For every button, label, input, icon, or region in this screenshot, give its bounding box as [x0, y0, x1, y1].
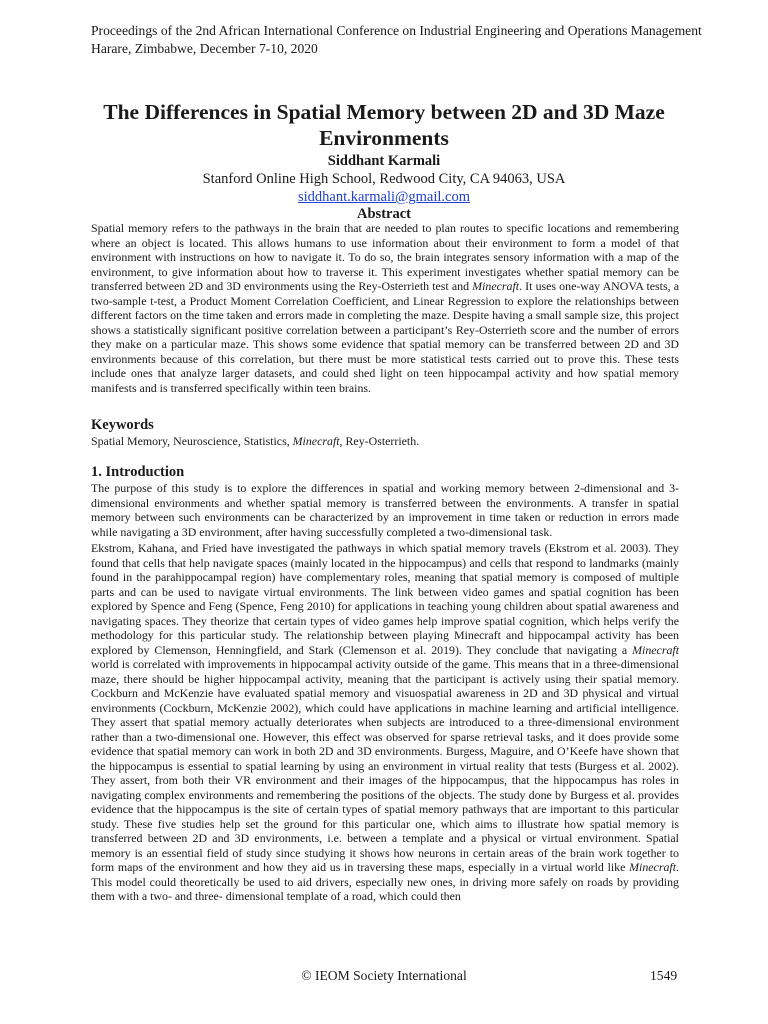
keywords-heading: Keywords: [91, 417, 154, 433]
introduction-paragraph-1: The purpose of this study is to explore the differences in spatial and working memory between 2-dimensional and 3-dimensional environments and whether spatial memory is transferred between the environments. A transfer in spatial memory between such environments can be characterized by an improvement in time taken or reduction in errors made while navigating a 3D environment, after having successfully completed a two-dimensional task.: [91, 481, 679, 539]
author-name: Siddhant Karmali: [327, 153, 441, 169]
abstract-text-part-b: . It uses one-way ANOVA tests, a two-sample t-test, a Product Moment Correlation Coefficient, and Linear Regression to explore the relationships between different factors on the time taken and errors made in completing the maze. Despite having a small sample size, this project shows a statistically significant positive correlation between a participant’s Rey-Osterrieth score and the number of errors they make on a particular maze. This shows some evidence that spatial memory can be transferred between 2D and 3D environments because of this correlation, but there must be more statistical tests carried out to prove this. These tests include ones that analyze larger datasets, and could shed light on teen hippocampal activity and how spatial memory manifests and is transferred specifically within teen brains.: [91, 279, 679, 395]
introduction-paragraph-2: [91, 541, 679, 904]
email-link[interactable]: siddhant.karmali@gmail.com: [297, 189, 470, 205]
introduction-heading: 1. Introduction: [91, 464, 185, 480]
keywords-part-a: Spatial Memory, Neuroscience, Statistics,: [91, 434, 293, 448]
header-line-1: Proceedings of the 2nd African International Conference on Industrial Engineering and Operations Management: [91, 23, 702, 38]
abstract-heading: Abstract: [357, 206, 411, 222]
page-number: 1549: [650, 968, 678, 983]
keywords-part-b: , Rey-Osterrieth.: [339, 434, 420, 448]
intro-p2-part-c: . This model could theoretically be used to aid drivers, especially new ones, in driving more safely on roads by providing them with a two- and three- dimensional template of a road, which could then: [91, 860, 679, 903]
intro-p2-part-b: world is correlated with improvements in hippocampal activity outside of the game. This means that in a three-dimensional maze, there should be higher hippocampal activity, meaning that the participant is actively using their spatial memory. Cockburn and McKenzie have evaluated spatial memory and visuospatial awareness in 2D and 3D physical and virtual environments (Cockburn, McKenzie 2002), which could have applications in machine learning and artificial intelligence. They assert that spatial memory actually deteriorates when subjects are introduced to a three-dimensional environment rather than a two-dimensional one. However, this effect was observed for sparse retrieval tasks, and it does provide some evidence that spatial memory can work in both 2D and 3D environments. Burgess, Maguire, and O’Keefe have shown that the hippocampus is essential to spatial learning by using an environment in virtual reality that tests (Burgess et al. 2002). They assert, from both their VR environment and their images of the hippocampus, that the hippocampus has roles in navigating complex environments and remembering the positions of the objects. The study done by Burgess et al. provides evidence that the hippocampus is the site of certain types of spatial memory pathways that are important to this particular study. These five studies help set the ground for this particular one, which aims to illustrate how spatial memory is transferred between 2D and 3D environments, i.e. between a template and a physical or virtual environment. Spatial memory is an essential field of study since studying it shows how neurons in certain areas of the brain work together to form maps of the environment and how they aid us in traversing these maps, especially in a virtual world like: [91, 657, 679, 874]
proceedings-header: [91, 22, 731, 57]
keywords-italic-term: Minecraft: [292, 434, 340, 448]
header-line-2: Harare, Zimbabwe, December 7-10, 2020: [91, 40, 318, 56]
abstract-italic-term: Minecraft: [472, 279, 520, 293]
abstract-text-part-a: Spatial memory refers to the pathways in the brain that are needed to plan routes to specific locations and remembering where an object is located. This allows humans to use information about their environment to form a model of that environment with instructions on how to navigate it. To do so, the brain integrates sensory information with a map of the environment, to give information about how to traverse it. This experiment investigates whether spatial memory can be transferred between 2D and 3D environments using the Rey-Osterrieth test and: [91, 221, 679, 293]
intro-p2-italic-2: Minecraft: [629, 860, 677, 874]
paper-title: The Differences in Spatial Memory between 2D and 3D Maze Environments: [103, 100, 665, 150]
footer-copyright: © IEOM Society International: [301, 968, 467, 983]
abstract-text: [91, 221, 679, 395]
keywords-text: [91, 434, 679, 449]
author-email[interactable]: [60, 188, 708, 206]
author-affiliation: Stanford Online High School, Redwood City, CA 94063, USA: [202, 171, 566, 187]
intro-p2-italic-1: Minecraft: [632, 642, 679, 657]
intro-p2-part-a: Ekstrom, Kahana, and Fried have investigated the pathways in which spatial memory travels (Ekstrom et al. 2003). They found that cells that help navigate spaces (mainly located in the hippocampus) and cells that respond to landmarks (mainly found in the parahippocampal region) have complementary roles, meaning that spatial memory is composed of multiple parts and can be used to navigate virtual environments. The link between video games and spatial cognition has been explored by Spence and Feng (Spence, Feng 2010) for applications in teaching young children about spatial awareness and navigating spaces. They theorize that certain types of video games help improve spatial cognition, which helps verify the methodology for this particular study. The relationship between playing Minecraft and hippocampal activity has been explored by Clemenson, Henningfield, and Stark (Clemenson et al. 2019). They conclude that navigating a: [91, 541, 679, 657]
